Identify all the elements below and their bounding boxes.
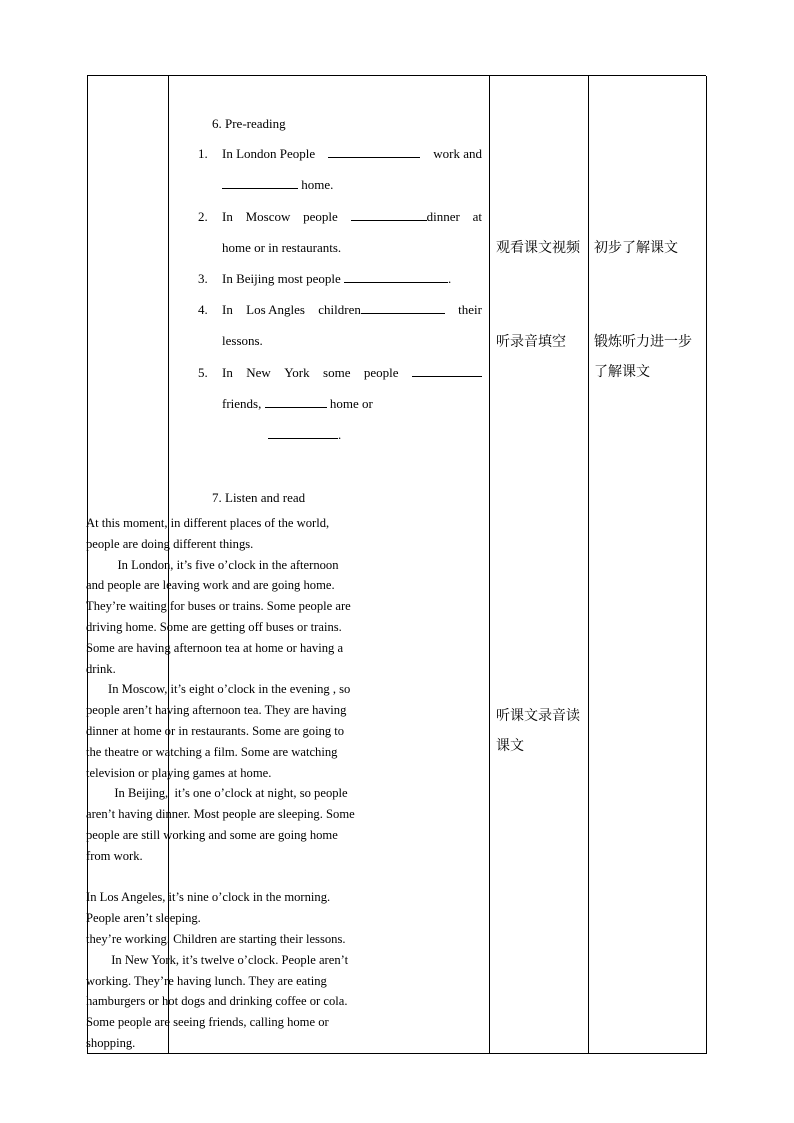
- answer-blank[interactable]: [222, 176, 298, 189]
- activity-watch-video: 观看课文视频: [496, 240, 580, 256]
- passage-line: people are doing different things.: [86, 536, 254, 551]
- passage-line: the theatre or watching a film. Some are watching: [86, 744, 338, 759]
- item-text: In: [222, 209, 233, 224]
- passage-line: drink.: [86, 661, 116, 676]
- item-text: work and: [433, 146, 482, 161]
- prereading-item-1-line2: [222, 175, 333, 195]
- item-text: their: [458, 302, 482, 317]
- passage-line: They’re waiting for buses or trains. Some people are: [86, 599, 351, 614]
- item-text: .: [338, 427, 342, 442]
- listen-heading: 7. Listen and read: [212, 490, 306, 505]
- prereading-item-1: [198, 144, 482, 164]
- passage-line: they’re working. Children are starting their lessons.: [86, 931, 346, 946]
- item-number: 1.: [198, 146, 208, 161]
- item-text: at: [472, 209, 482, 224]
- item-text: In London People: [222, 146, 316, 161]
- answer-blank[interactable]: [268, 426, 338, 439]
- passage-line: In Beijing, it’s one o’clock at night, so people: [86, 786, 348, 801]
- item-text: home or: [329, 396, 373, 411]
- passage-line: [86, 867, 396, 888]
- column-purpose: [589, 76, 707, 1054]
- passage-line: In Moscow, it’s eight o’clock in the evening , so: [86, 682, 351, 697]
- prereading-item-5-line2: [222, 394, 373, 414]
- passage-line: people are still working and some are going home: [86, 827, 338, 842]
- prereading-item-3: [198, 269, 451, 289]
- answer-blank[interactable]: [265, 395, 327, 408]
- item-number: 2.: [198, 209, 208, 224]
- prereading-item-4-line2: lessons.: [222, 333, 263, 348]
- item-number: 5.: [198, 365, 208, 380]
- passage-line: Some people are seeing friends, calling home or: [86, 1015, 329, 1030]
- purpose-listening-practice: 锻炼听力进一步: [594, 334, 692, 350]
- passage-line: Some are having afternoon tea at home or having a: [86, 640, 344, 655]
- item-text: people: [363, 365, 399, 380]
- passage-line: driving home. Some are getting off buses or trains.: [86, 619, 342, 634]
- passage-line: aren’t having dinner. Most people are sleeping. Some: [86, 807, 355, 822]
- prereading-item-5: [198, 363, 482, 383]
- prereading-heading: 6. Pre-reading: [212, 116, 286, 131]
- passage-line: In London, it’s five o’clock in the afternoon: [86, 557, 339, 572]
- item-text: Moscow: [245, 209, 291, 224]
- prereading-item-2: [198, 207, 482, 227]
- passage-line: working. They’re having lunch. They are eating: [86, 973, 327, 988]
- item-text: Los Angles: [246, 302, 305, 317]
- item-text: friends,: [222, 396, 262, 411]
- answer-blank[interactable]: [361, 301, 445, 314]
- passage-line: from work.: [86, 848, 143, 863]
- answer-blank[interactable]: [344, 270, 448, 283]
- purpose-initial-understanding: 初步了解课文: [594, 240, 678, 256]
- prereading-item-2-line2: home or in restaurants.: [222, 240, 342, 255]
- item-text: In: [222, 365, 233, 380]
- answer-blank[interactable]: [412, 364, 482, 377]
- item-text: .: [448, 271, 452, 286]
- purpose-listening-practice-cont: 了解课文: [594, 364, 650, 380]
- item-text: New: [246, 365, 271, 380]
- passage-line: people aren’t having afternoon tea. They are having: [86, 703, 347, 718]
- passage-line: People aren’t sleeping.: [86, 911, 201, 926]
- activity-listen-fill: 听录音填空: [496, 334, 566, 350]
- column-student-activity: [490, 76, 589, 1054]
- item-number: 3.: [198, 271, 208, 286]
- passage-line: dinner at home or in restaurants. Some are going to: [86, 723, 345, 738]
- passage-line: shopping.: [86, 1035, 136, 1050]
- item-text: people: [303, 209, 338, 224]
- passage-line: and people are leaving work and are going home.: [86, 578, 335, 593]
- item-text: York: [284, 365, 310, 380]
- activity-listen-read: 听课文录音读: [496, 708, 580, 724]
- prereading-item-4: [198, 300, 482, 320]
- activity-listen-read-cont: 课文: [496, 738, 524, 754]
- prereading-item-5-line3: [268, 425, 341, 445]
- item-text: children: [318, 302, 361, 317]
- item-text: home.: [301, 177, 334, 192]
- item-text: some: [323, 365, 351, 380]
- passage-line: television or playing games at home.: [86, 765, 272, 780]
- item-text: dinner: [426, 209, 460, 224]
- passage-line: In New York, it’s twelve o’clock. People aren’t: [86, 952, 349, 967]
- answer-blank[interactable]: [351, 208, 427, 221]
- item-text: In Beijing most people: [222, 271, 341, 286]
- item-text: In: [222, 302, 233, 317]
- passage-line: hamburgers or hot dogs and drinking coffee or cola.: [86, 994, 348, 1009]
- passage-line: In Los Angeles, it’s nine o’clock in the morning.: [86, 890, 331, 905]
- reading-passage: [86, 513, 396, 1054]
- item-number: 4.: [198, 302, 208, 317]
- answer-blank[interactable]: [328, 145, 420, 158]
- passage-line: At this moment, in different places of the world,: [86, 516, 330, 530]
